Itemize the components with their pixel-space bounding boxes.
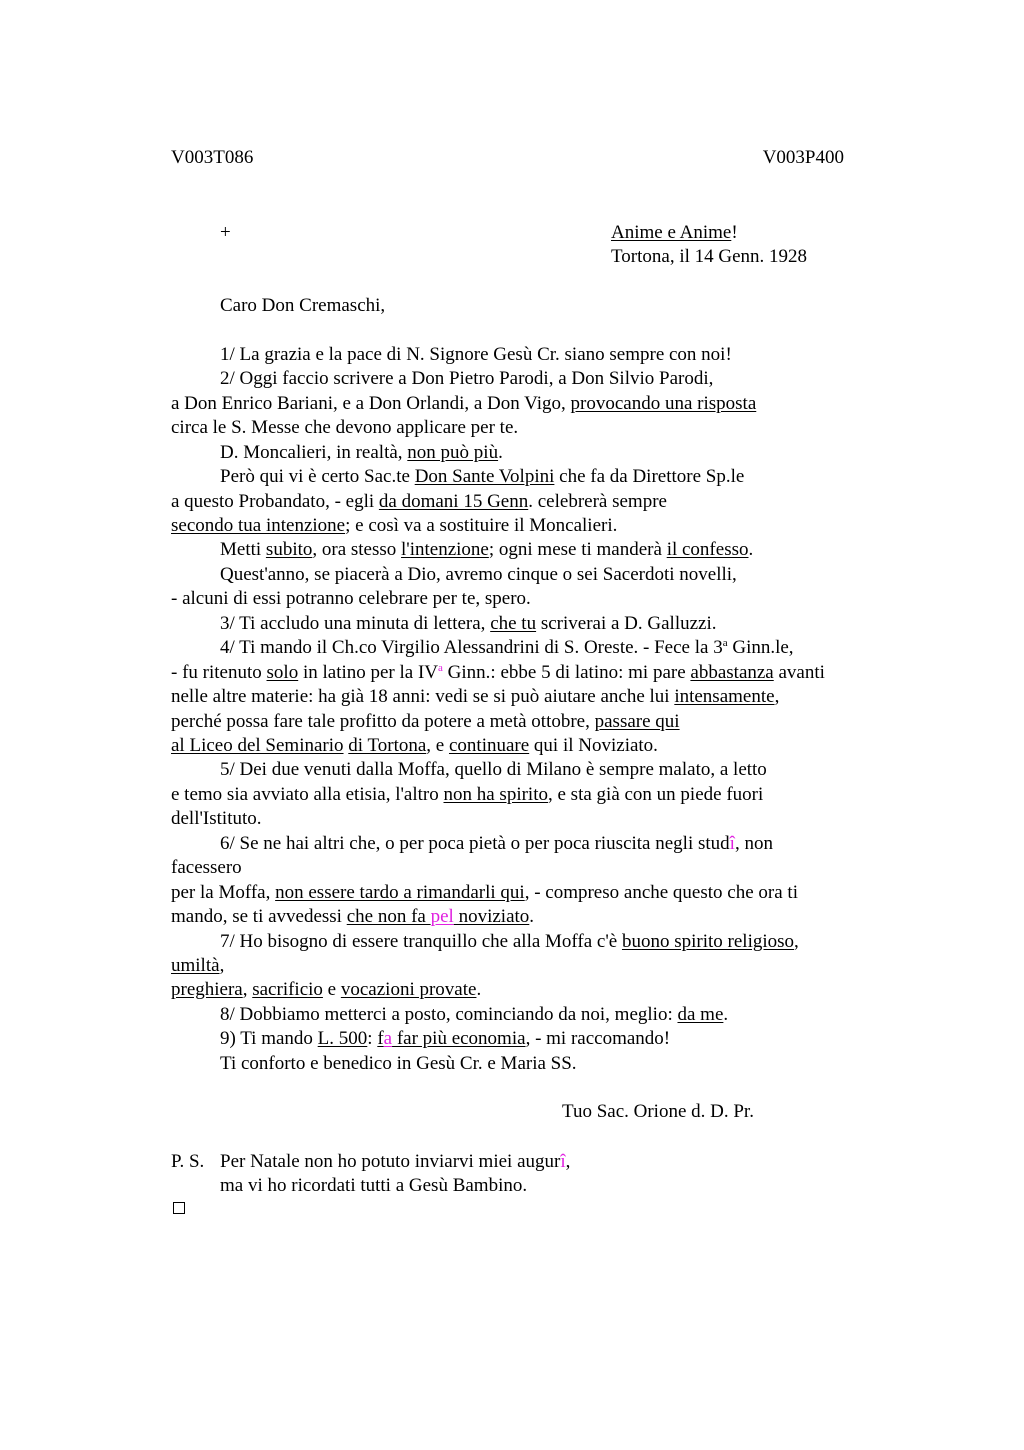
cross-symbol: + <box>220 222 231 243</box>
letter-line: D. Moncalieri, in realtà, non può più. <box>220 442 503 463</box>
letter-line: 4/ Ti mando il Ch.co Virgilio Alessandrini di S. Oreste. - Fece la 3$^a$ Ginn.le, <box>220 637 794 658</box>
letter-line: 3/ Ti accludo una minuta di lettera, che tu scriverai a D. Galluzzi. <box>220 613 717 634</box>
letter-line: 9) Ti mando L. 500: fa far più economia, - mi raccomando! <box>220 1028 671 1049</box>
document-code-right: V003P400 <box>762 147 844 168</box>
letter-line: 7/ Ho bisogno di essere tranquillo che alla Moffa c'è buono spirito religioso, <box>220 931 799 952</box>
letter-line: - fu ritenuto solo in latino per la $IV^a$ Ginn.: ebbe 5 di latino: mi pare abbastanza avanti <box>171 662 825 683</box>
letter-line: mando, se ti avvedessi che non fa pel noviziato. <box>171 906 535 927</box>
letter-line: - alcuni di essi potranno celebrare per te, spero. <box>171 588 531 609</box>
letter-line: facessero <box>171 857 242 878</box>
letter-line: circa le S. Messe che devono applicare per te. <box>171 417 519 438</box>
letter-line: al Liceo del Seminario di Tortona, e continuare qui il Noviziato. <box>171 735 658 756</box>
postscript-line: Per Natale non ho potuto inviarvi miei augurî, <box>220 1151 571 1172</box>
place-date: Tortona, il 14 Genn. 1928 <box>611 246 808 267</box>
letter-line: e temo sia avviato alla etisia, l'altro non ha spirito, e sta già con un piede fuori <box>171 784 764 805</box>
letter-line: 1/ La grazia e la pace di N. Signore Gesù Cr. siano sempre con noi! <box>220 344 732 365</box>
letter-line: dell'Istituto. <box>171 808 262 829</box>
signature: Tuo Sac. Orione d. D. Pr. <box>562 1101 754 1122</box>
letter-line: nelle altre materie: ha già 18 anni: vedi se si può aiutare anche lui intensamente, <box>171 686 780 707</box>
salutation: Caro Don Cremaschi, <box>220 295 386 316</box>
letter-line: a questo Probandato, - egli da domani 15 Genn. celebrerà sempre <box>171 491 667 512</box>
end-box-symbol <box>173 1202 185 1214</box>
letter-line: 5/ Dei due venuti dalla Moffa, quello di Milano è sempre malato, a letto <box>220 759 767 780</box>
letter-line: 2/ Oggi faccio scrivere a Don Pietro Parodi, a Don Silvio Parodi, <box>220 368 714 389</box>
postscript-line: ma vi ho ricordati tutti a Gesù Bambino. <box>220 1175 528 1196</box>
letter-line: a Don Enrico Bariani, e a Don Orlandi, a Don Vigo, provocando una risposta <box>171 393 757 414</box>
document-code-left: V003T086 <box>171 147 254 168</box>
letter-line: 8/ Dobbiamo metterci a posto, cominciando da noi, meglio: da me. <box>220 1004 729 1025</box>
letter-line: perché possa fare tale profitto da potere a metà ottobre, passare qui <box>171 711 680 732</box>
letter-line: per la Moffa, non essere tardo a rimandarli qui, - compreso anche questo che ora ti <box>171 882 798 903</box>
letter-line: Ti conforto e benedico in Gesù Cr. e Maria SS. <box>220 1053 577 1074</box>
letter-line: umiltà, <box>171 955 225 976</box>
letter-line: Metti subito, ora stesso l'intenzione; ogni mese ti manderà il confesso. <box>220 539 754 560</box>
letter-line: Però qui vi è certo Sac.te Don Sante Volpini che fa da Direttore Sp.le <box>220 466 745 487</box>
postscript-label: P. S. <box>171 1151 205 1172</box>
letter-line: secondo tua intenzione; e così va a sostituire il Moncalieri. <box>171 515 618 536</box>
letter-line: 6/ Se ne hai altri che, o per poca pietà o per poca riuscita negli studî, non <box>220 833 773 854</box>
letter-line: Quest'anno, se piacerà a Dio, avremo cinque o sei Sacerdoti novelli, <box>220 564 737 585</box>
letter-line: preghiera, sacrificio e vocazioni provate. <box>171 979 482 1000</box>
motto: Anime e Anime! <box>611 222 738 243</box>
